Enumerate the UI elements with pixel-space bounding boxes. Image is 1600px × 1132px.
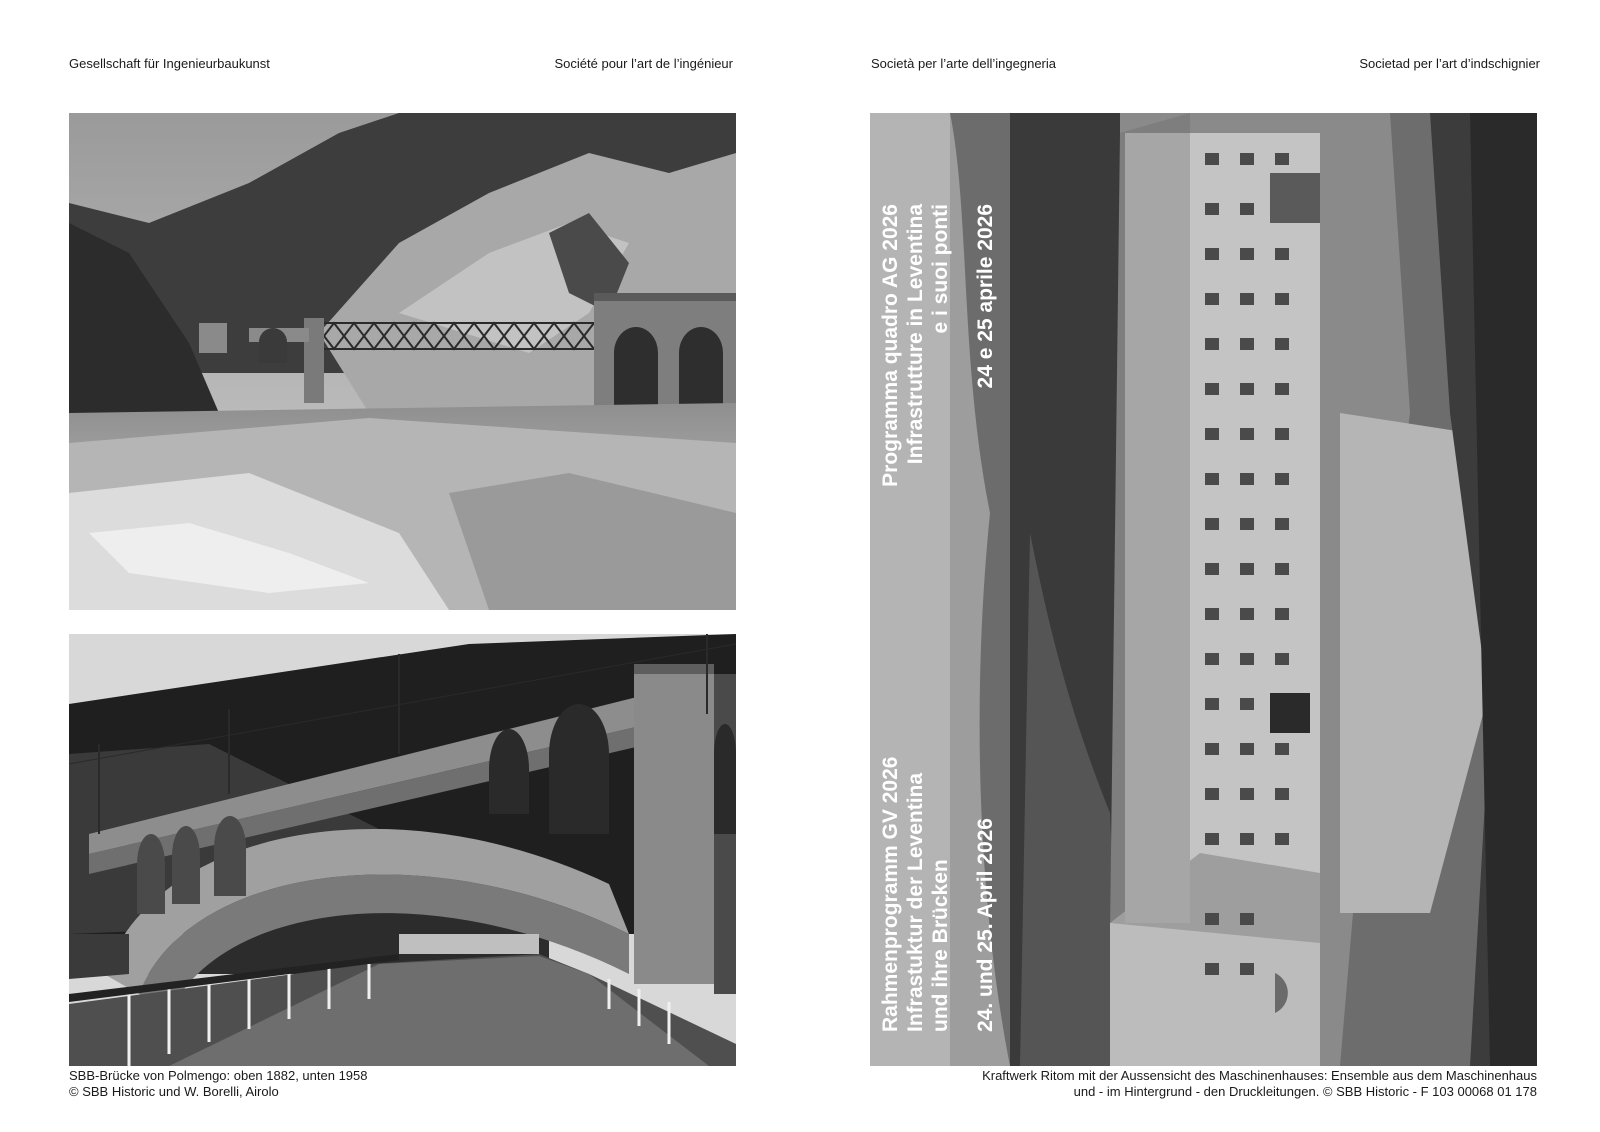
overlay-it-date-wrap	[973, 204, 998, 1084]
photo-bridge-1958-graphic	[69, 634, 736, 1066]
header-fr: Société pour l’art de l’ingénieur	[554, 56, 733, 71]
photo-bridge-1882-graphic	[69, 113, 736, 610]
photo-kraftwerk-ritom	[870, 113, 1537, 1066]
overlay-it-line2: Infrastrutture in Leventina	[904, 204, 927, 465]
overlay-de-line1: Rahmenprogramm GV 2026	[879, 756, 902, 1032]
right-caption-line2: und - im Hintergrund - den Druckleitungen. © SBB Historic - F 103 00068 01 178	[1073, 1084, 1537, 1099]
overlay-it-line1: Programma quadro AG 2026	[879, 204, 902, 487]
photo-kraftwerk-ritom-graphic	[870, 113, 1537, 1066]
right-caption-line1: Kraftwerk Ritom mit der Aussensicht des Maschinenhauses: Ensemble aus dem Maschinenhaus	[982, 1068, 1537, 1083]
header-it: Società per l’arte dell’ingegneria	[871, 56, 1057, 71]
overlay-it	[878, 204, 953, 1084]
photo-bridge-1882	[69, 113, 736, 610]
left-caption	[69, 1068, 368, 1100]
overlay-it-line3: e i suoi ponti	[929, 204, 952, 334]
header-rm: Societad per l’art d’indschignier	[1359, 56, 1540, 71]
left-caption-line1: SBB-Brücke von Polmengo: oben 1882, unten 1958	[69, 1068, 368, 1083]
overlay-de-line3: und ihre Brücken	[929, 859, 952, 1032]
overlay-it-date: 24 e 25 aprile 2026	[974, 204, 997, 389]
left-caption-line2: © SBB Historic und W. Borelli, Airolo	[69, 1084, 279, 1099]
photo-bridge-1958	[69, 634, 736, 1066]
right-caption	[870, 1068, 1537, 1100]
overlay-de-line2: Infrastuktur der Leventina	[904, 772, 927, 1032]
overlay-de-date: 24. und 25. April 2026	[974, 818, 997, 1032]
header-de: Gesellschaft für Ingenieurbaukunst	[69, 56, 270, 71]
